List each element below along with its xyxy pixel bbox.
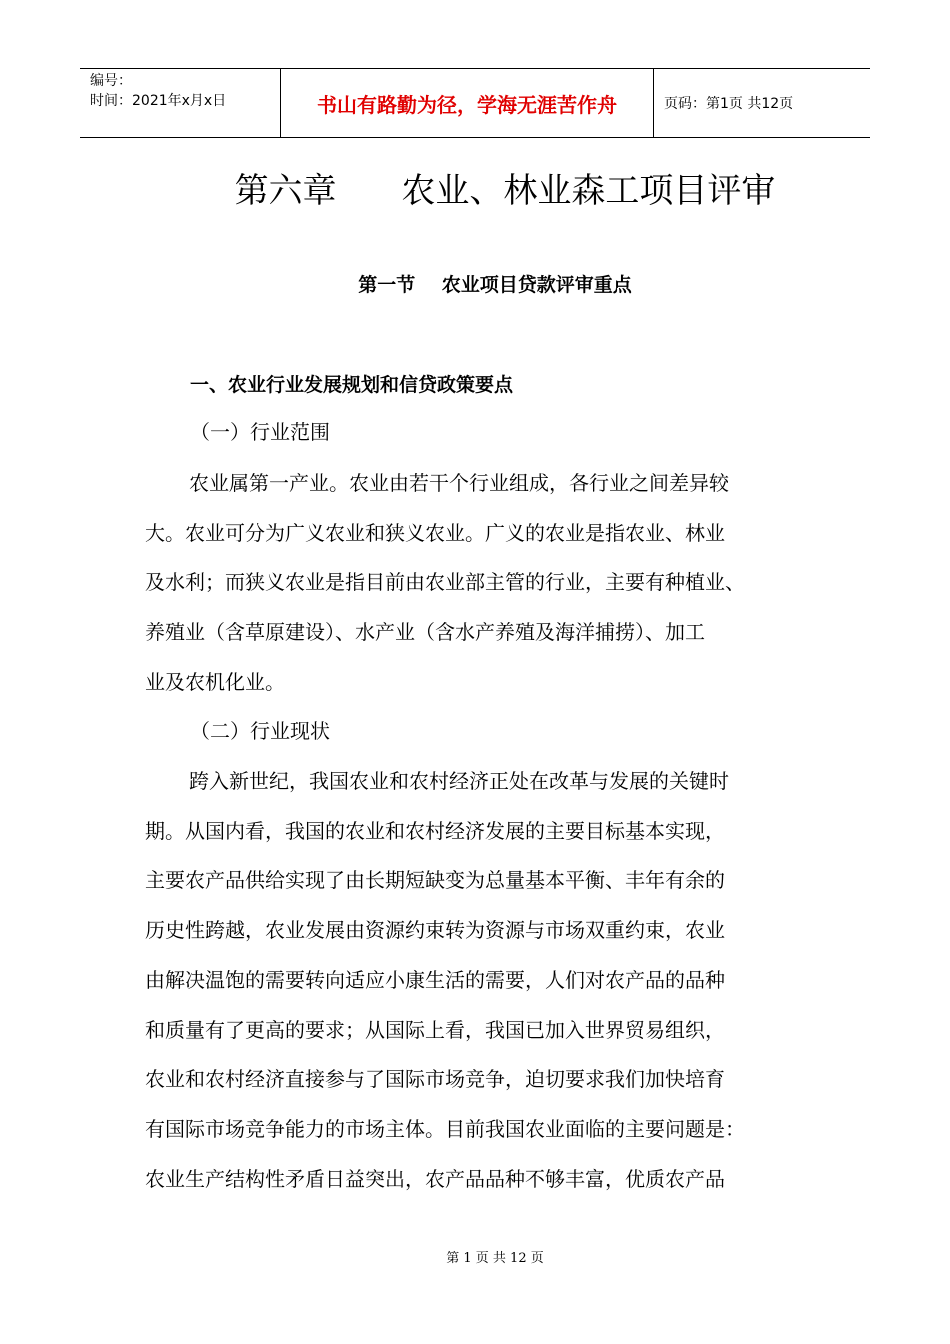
serial-label: 编号： [90, 73, 132, 89]
chapter-title: 第六章 农业、林业森工项目评审 [234, 171, 776, 211]
paragraph-line: 和质量有了更高的要求；从国际上看，我国已加入世界贸易组织， [145, 1017, 725, 1042]
paragraph-line: 有国际市场竞争能力的市场主体。目前我国农业面临的主要问题是： [145, 1116, 745, 1141]
paragraph-line: 历史性跨越，农业发展由资源约束转为资源与市场双重约束，农业 [145, 918, 725, 943]
paragraph-line: 农业生产结构性矛盾日益突出，农产品品种不够丰富，优质农产品 [145, 1166, 725, 1191]
paragraph-line: 及水利；而狭义农业是指目前由农业部主管的行业，主要有种植业、 [145, 570, 745, 595]
header-table [80, 68, 870, 138]
item-heading-status: （二）行业现状 [190, 719, 330, 743]
subsection-title: 一、农业行业发展规划和信贷政策要点 [190, 374, 514, 396]
date-label: 时间：2021年x月x日 [90, 93, 227, 109]
page-footer: 第 1 页 共 12 页 [446, 1251, 544, 1266]
paragraph-line: 跨入新世纪，我国农业和农村经济正处在改革与发展的关键时 [189, 769, 729, 793]
paragraph-line: 农业属第一产业。农业由若干个行业组成，各行业之间差异较 [189, 471, 729, 495]
page-info: 页码：第1页 共12页 [664, 96, 794, 112]
paragraph-line: 期。从国内看，我国的农业和农村经济发展的主要目标基本实现， [145, 818, 725, 843]
paragraph-line: 大。农业可分为广义农业和狭义农业。广义的农业是指农业、林业 [145, 520, 725, 545]
paragraph-line: 业及农机化业。 [145, 669, 285, 694]
paragraph-scope [145, 459, 815, 708]
motto-text: 书山有路勤为径，学海无涯苦作舟 [317, 92, 617, 117]
item-heading-scope: （一）行业范围 [190, 420, 330, 444]
paragraph-status [145, 757, 815, 1204]
paragraph-line: 农业和农村经济直接参与了国际市场竞争，迫切要求我们加快培育 [145, 1067, 725, 1092]
header-info-cell [80, 69, 281, 137]
paragraph-line: 由解决温饱的需要转向适应小康生活的需要，人们对农产品的品种 [145, 967, 725, 992]
section-title: 第一节 农业项目贷款评审重点 [358, 274, 632, 296]
header-motto-cell [281, 69, 654, 137]
paragraph-line: 主要农产品供给实现了由长期短缺变为总量基本平衡、丰年有余的 [145, 868, 725, 893]
paragraph-line: 养殖业（含草原建设）、水产业（含水产养殖及海洋捕捞）、加工 [145, 620, 705, 645]
header-page-cell [654, 69, 870, 137]
